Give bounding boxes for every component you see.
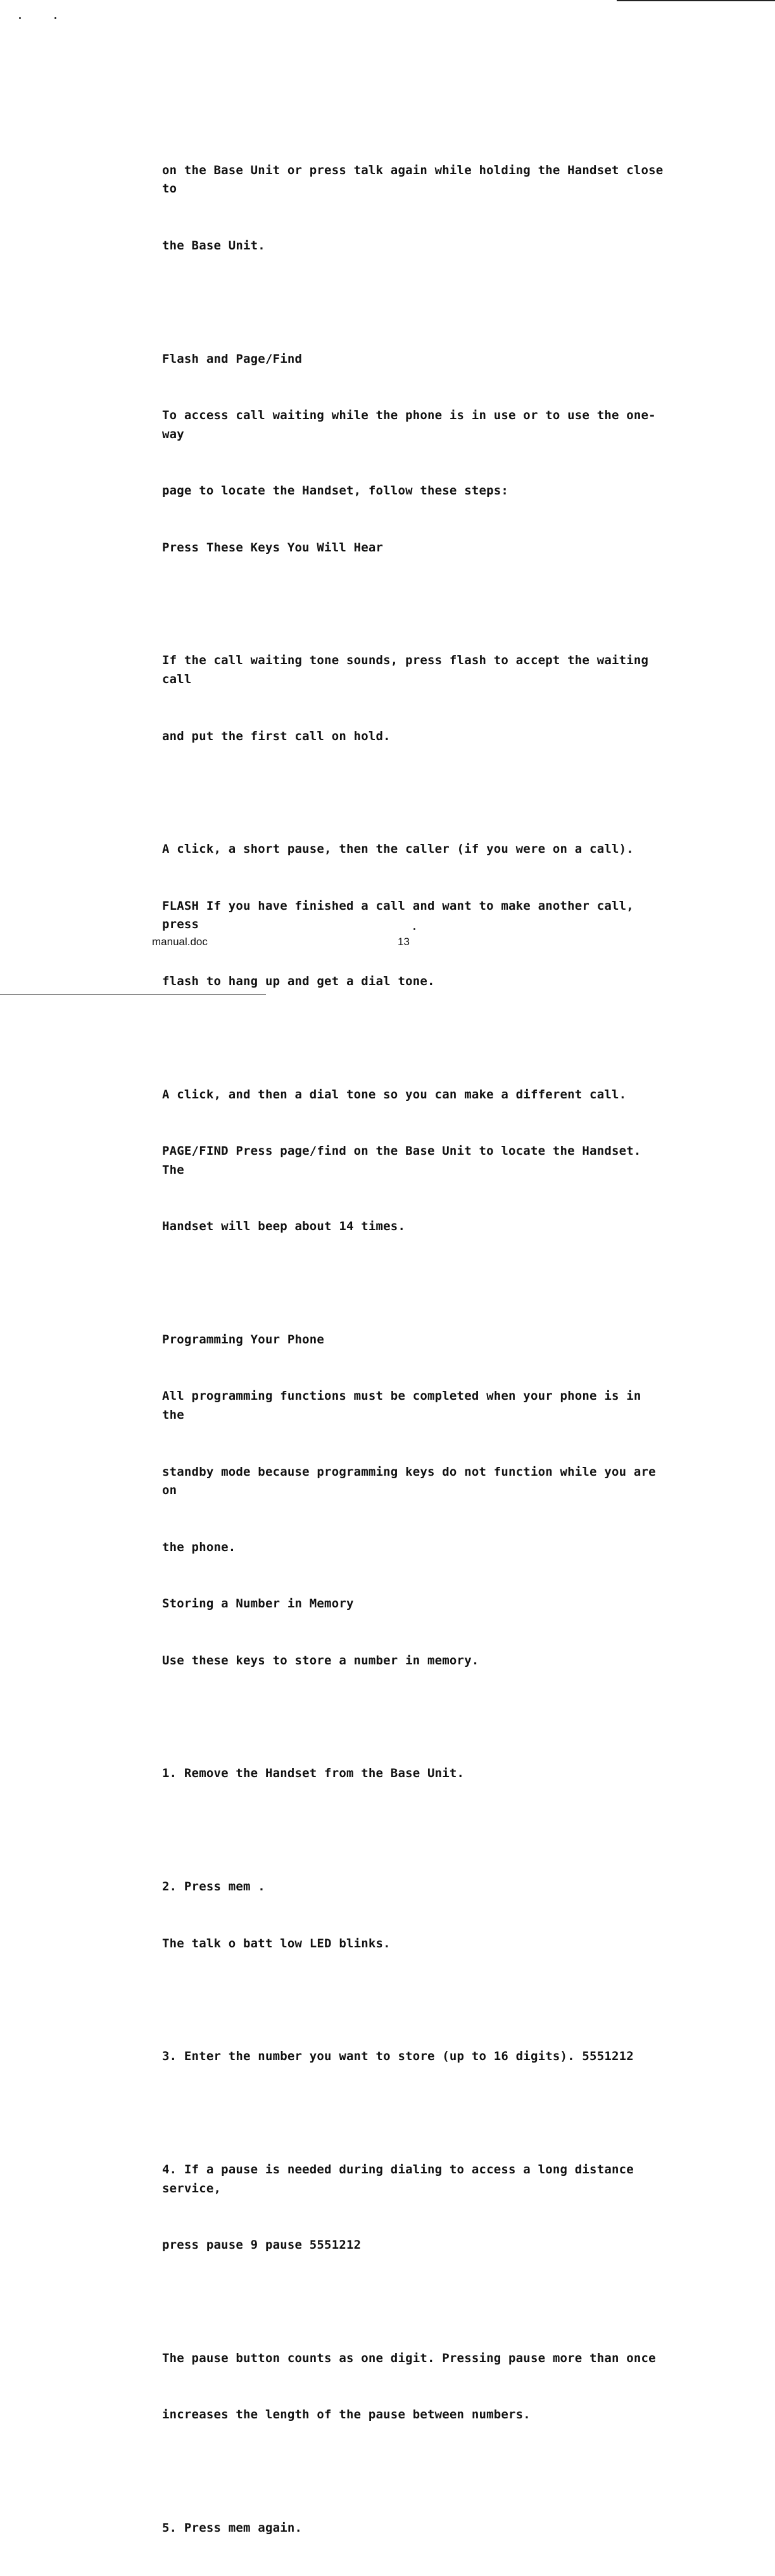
- step-line: 2. Press mem .: [162, 1880, 265, 1894]
- section-heading: Flash and Page/Find: [162, 351, 303, 366]
- blank-line: [162, 1029, 669, 1048]
- text-line: If the call waiting tone sounds, press flash to accept the waiting call: [162, 653, 656, 687]
- blank-line: [162, 1708, 669, 1727]
- text-line: and put the first call on hold.: [162, 729, 391, 743]
- blank-line: [162, 293, 669, 312]
- text-line: The pause button counts as one digit. Pressing pause more than once: [162, 2351, 656, 2366]
- text-line: on the Base Unit or press talk again while holding the Handset close to: [162, 163, 671, 196]
- text-line: Use these keys to store a number in memory.: [162, 1653, 479, 1668]
- section-heading: Programming Your Phone: [162, 1333, 325, 1347]
- blank-line: [162, 1991, 669, 2010]
- step-line: 3. Enter the number you want to store (up to 16 digits). 5551212: [162, 2049, 634, 2064]
- step-line: 5. Press mem again.: [162, 2521, 303, 2535]
- footer-page-number: 13: [398, 936, 410, 948]
- blank-line: [162, 595, 669, 614]
- text-line: FLASH If you have finished a call and want to make another call, press: [162, 898, 641, 932]
- text-line: Press These Keys You Will Hear: [162, 540, 384, 555]
- text-line: the phone.: [162, 1540, 236, 1554]
- step-line: 1. Remove the Handset from the Base Unit.: [162, 1766, 465, 1781]
- step-line: 4. If a pause is needed during dialing to access a long distance service,: [162, 2163, 641, 2196]
- text-line: increases the length of the pause between numbers.: [162, 2408, 531, 2422]
- text-line: flash to hang up and get a dial tone.: [162, 974, 435, 988]
- document-body: [162, 123, 669, 2576]
- text-line: Handset will beep about 14 times.: [162, 1219, 406, 1234]
- text-line: the Base Unit.: [162, 238, 265, 253]
- top-edge-rule: [617, 0, 775, 1]
- text-line: page to locate the Handset, follow these steps:: [162, 484, 509, 498]
- blank-line: [162, 2293, 669, 2312]
- text-line: To access call waiting while the phone is in use or to use the one-way: [162, 408, 656, 441]
- blank-line: [162, 2104, 669, 2123]
- text-line: A click, a short pause, then the caller (if you were on a call).: [162, 842, 634, 857]
- text-line: standby mode because programming keys do not function while you are on: [162, 1464, 664, 1498]
- blank-line: [162, 784, 669, 803]
- bottom-edge-rule: [0, 994, 266, 995]
- blank-line: [162, 2463, 669, 2482]
- blank-line: [162, 1274, 669, 1293]
- footer-filename: manual.doc: [152, 936, 208, 948]
- text-line: All programming functions must be completed when your phone is in the: [162, 1389, 649, 1423]
- scan-speck: [54, 17, 56, 19]
- text-line: PAGE/FIND Press page/find on the Base Unit to locate the Handset. The: [162, 1144, 649, 1177]
- blank-line: [162, 1821, 669, 1840]
- text-line: press pause 9 pause 5551212: [162, 2238, 362, 2252]
- text-line: A click, and then a dial tone so you can make a different call.: [162, 1087, 627, 1102]
- scan-speck: [19, 17, 21, 19]
- section-heading: Storing a Number in Memory: [162, 1597, 354, 1611]
- text-line: The talk o batt low LED blinks.: [162, 1936, 391, 1951]
